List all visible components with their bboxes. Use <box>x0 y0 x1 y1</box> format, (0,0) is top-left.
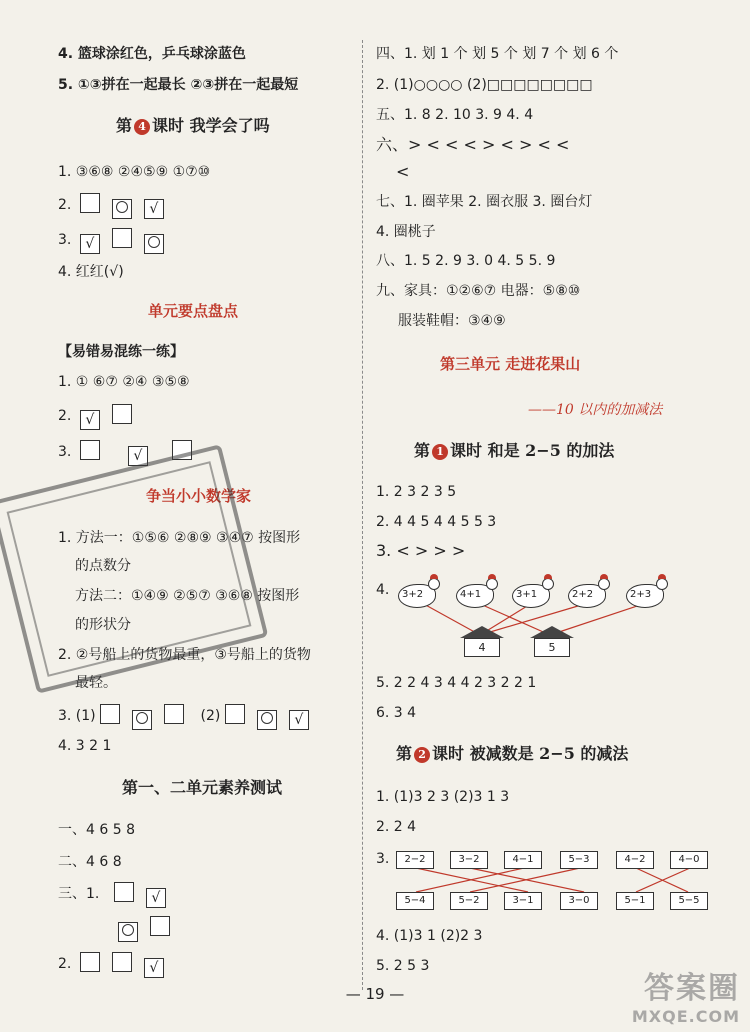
expression-box: 5−2 <box>450 892 488 910</box>
expression-box: 4−1 <box>504 851 542 869</box>
answer-line: 六、> < < < > < > < < <box>376 135 570 154</box>
answer-line: 2. √ <box>58 952 176 978</box>
answer-line: 的点数分 <box>75 558 131 574</box>
answer-line: 3. √ <box>58 228 176 254</box>
answer-line: 二、4 6 8 <box>58 854 122 870</box>
answer-line: 3. <box>376 851 390 867</box>
answer-line: 八、1. 5 2. 9 3. 0 4. 5 5. 9 <box>376 253 556 269</box>
answer-line: 九、家具：①②⑥⑦ 电器：⑤⑧⑩ <box>376 283 581 299</box>
check-box <box>80 410 100 430</box>
hen-card: 3+2 <box>396 578 442 608</box>
answer-line: < <box>396 162 410 181</box>
page-number: — 19 — <box>345 985 405 1003</box>
answer-line: 四、1. 划 1 个 划 5 个 划 7 个 划 6 个 <box>376 46 619 62</box>
blank-box <box>114 882 134 902</box>
expression-box: 5−1 <box>616 892 654 910</box>
unit-title: 第三单元 走进花果山 <box>440 355 581 373</box>
blank-box <box>112 228 132 248</box>
unit-subtitle: ——10 以内的加减法 <box>528 402 663 418</box>
answer-line: 1. ③⑥⑧ ②④⑤⑨ ①⑦⑩ <box>58 164 211 180</box>
blank-box <box>80 952 100 972</box>
lesson-number-badge: 1 <box>432 444 448 460</box>
circle-box <box>112 199 132 219</box>
expression-box: 5−4 <box>396 892 434 910</box>
answer-line: 五、1. 8 2. 10 3. 9 4. 4 <box>376 107 534 123</box>
circle-box <box>257 710 277 730</box>
lesson-number-badge: 4 <box>134 119 150 135</box>
blank-box <box>112 404 132 424</box>
answer-line: 4. <box>376 582 390 598</box>
answer-line: 三、1. √ <box>58 882 178 908</box>
lesson-number-badge: 2 <box>414 747 430 763</box>
answer-line: 1. 方法一：①⑤⑥ ②⑧⑨ ③④⑦ 按图形 <box>58 530 301 546</box>
check-box <box>144 199 164 219</box>
answer-line <box>118 916 182 942</box>
section-header: 【易错易混练一练】 <box>58 344 184 360</box>
check-box <box>144 958 164 978</box>
check-box <box>146 888 166 908</box>
answer-line: 2. ②号船上的货物最重，③号船上的货物 <box>58 647 311 663</box>
hen-card: 2+3 <box>624 578 670 608</box>
house-box: 5 <box>530 626 574 656</box>
answer-line: 方法二：①④⑨ ②⑤⑦ ③⑥⑧ 按图形 <box>75 588 300 604</box>
answer-line: 5. ①③拼在一起最长 ②③拼在一起最短 <box>58 77 299 93</box>
answer-line: 一、4 6 5 8 <box>58 822 135 838</box>
answer-line: 1. (1)3 2 3 (2)3 1 3 <box>376 789 510 805</box>
answer-line: 1. ① ⑥⑦ ②④ ③⑤⑧ <box>58 374 190 390</box>
blank-box <box>150 916 170 936</box>
blank-box <box>80 440 100 460</box>
expression-box: 5−3 <box>560 851 598 869</box>
expression-box: 5−5 <box>670 892 708 910</box>
test-title: 第一、二单元素养测试 <box>122 778 283 797</box>
answer-line: 3. (1) (2) √ <box>58 704 321 730</box>
column-divider <box>362 40 363 990</box>
answer-line: 1. 2 3 2 3 5 <box>376 484 457 500</box>
expression-box: 4−0 <box>670 851 708 869</box>
expression-box: 3−2 <box>450 851 488 869</box>
section-title: 争当小小数学家 <box>146 487 252 505</box>
answer-line: 3. √ <box>58 440 204 466</box>
blank-box <box>164 704 184 724</box>
expression-box: 3−1 <box>504 892 542 910</box>
answer-line: 4. 3 2 1 <box>58 738 112 754</box>
answer-line: 的形状分 <box>75 617 131 633</box>
answer-line: 2. 4 4 5 4 4 5 5 3 <box>376 514 497 530</box>
blank-box <box>80 193 100 213</box>
answer-line: 2. 2 4 <box>376 819 417 835</box>
answer-line: 4. 红红(√) <box>58 264 124 280</box>
answer-line: 5. 2 5 3 <box>376 958 430 974</box>
blank-box <box>100 704 120 724</box>
house-box: 4 <box>460 626 504 656</box>
hen-card: 3+1 <box>510 578 556 608</box>
circle-box <box>118 922 138 942</box>
answer-line: 2. (1)○○○○ (2)□□□□□□□□ <box>376 77 593 93</box>
answer-line: 服装鞋帽：③④⑨ <box>398 313 506 329</box>
answer-line: 最轻。 <box>75 675 117 691</box>
circle-box <box>132 710 152 730</box>
watermark-logo: 答案圈 MXQE.COM <box>631 971 740 1026</box>
answer-line: 2. √ <box>58 193 176 219</box>
answer-line: 4. 圈桃子 <box>376 224 436 240</box>
answer-line: 4. (1)3 1 (2)2 3 <box>376 928 483 944</box>
check-box <box>80 234 100 254</box>
hen-card: 4+1 <box>454 578 500 608</box>
circle-box <box>144 234 164 254</box>
lesson-2-title: 第 2 课时 被减数是 2−5 的减法 <box>396 744 629 763</box>
expression-box: 4−2 <box>616 851 654 869</box>
answer-line: 6. 3 4 <box>376 705 417 721</box>
check-box <box>289 710 309 730</box>
section-title: 单元要点盘点 <box>148 302 239 320</box>
lesson-4-title: 第 4 课时 我学会了吗 <box>116 116 270 135</box>
answer-line: 3. < > > > <box>376 541 466 560</box>
expression-box: 2−2 <box>396 851 434 869</box>
blank-box <box>225 704 245 724</box>
answer-line: 七、1. 圈苹果 2. 圈衣服 3. 圈台灯 <box>376 194 593 210</box>
blank-box <box>112 952 132 972</box>
hen-card: 2+2 <box>566 578 612 608</box>
expression-box: 3−0 <box>560 892 598 910</box>
lesson-1-title: 第 1 课时 和是 2−5 的加法 <box>414 441 615 460</box>
answer-line: 4. 篮球涂红色，乒乓球涂蓝色 <box>58 46 246 62</box>
answer-line: 2. √ <box>58 404 144 430</box>
answer-line: 5. 2 2 4 3 4 4 2 3 2 2 1 <box>376 675 537 691</box>
